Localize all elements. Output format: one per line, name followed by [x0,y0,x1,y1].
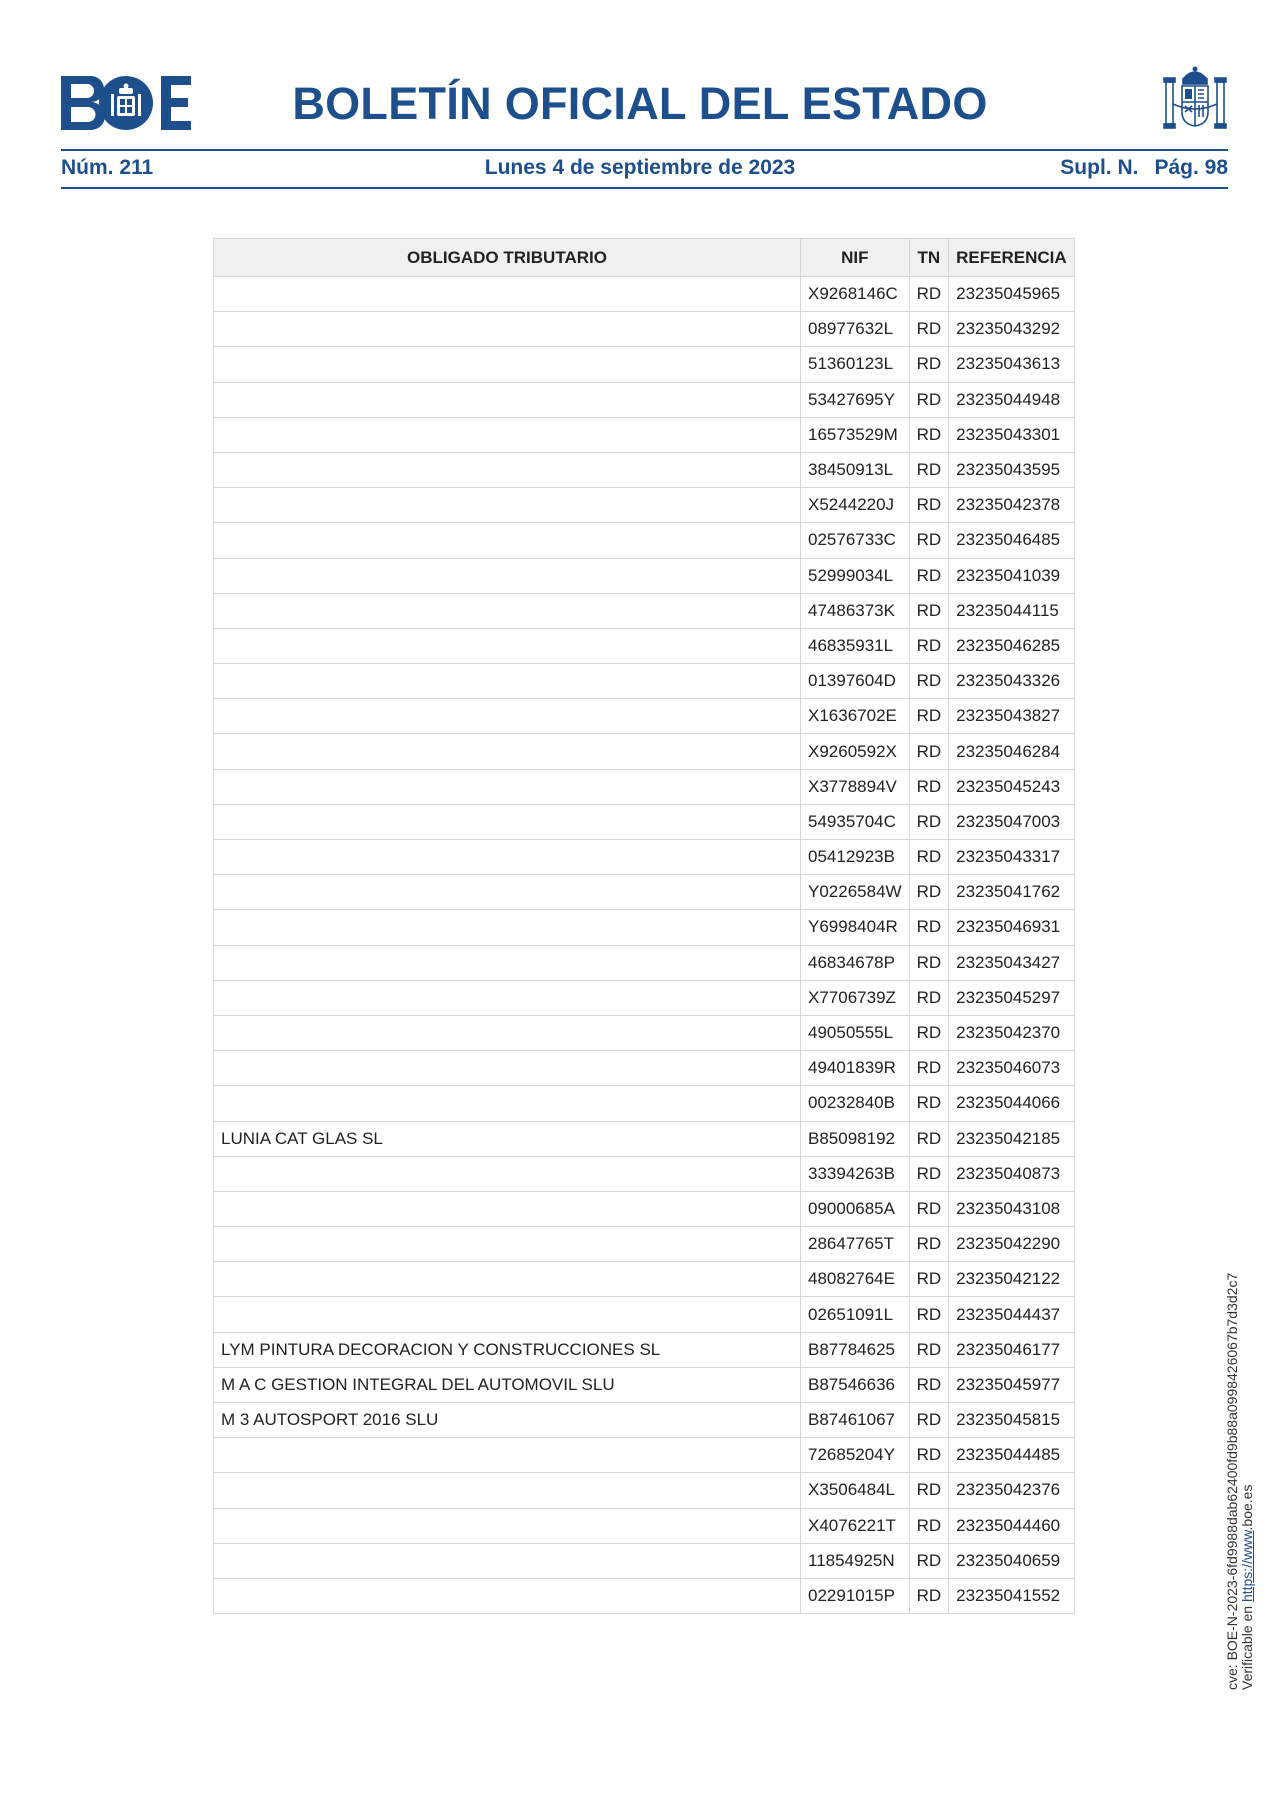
cell-nif: B87784625 [801,1332,910,1367]
cell-tn: RD [909,417,949,452]
cell-nif: 02576733C [801,523,910,558]
cell-nif: 47486373K [801,593,910,628]
verification-sidebar [1225,1240,1253,1690]
table-row [214,699,1075,734]
cell-name [214,664,801,699]
cell-name [214,277,801,312]
cell-nif: 72685204Y [801,1438,910,1473]
cell-nif: B87546636 [801,1367,910,1402]
cell-name [214,910,801,945]
cell-tn: RD [909,1051,949,1086]
cell-name [214,1015,801,1050]
table-row [214,312,1075,347]
cell-tn: RD [909,1191,949,1226]
cell-ref: 23235044948 [949,382,1075,417]
cell-nif: 05412923B [801,840,910,875]
cell-tn: RD [909,277,949,312]
table-row [214,1438,1075,1473]
cell-nif: 52999034L [801,558,910,593]
cell-name [214,1543,801,1578]
cell-tn: RD [909,452,949,487]
cell-name [214,840,801,875]
verification-prefix: Verificable en [1239,1602,1255,1690]
cell-nif: 16573529M [801,417,910,452]
table-row [214,1015,1075,1050]
cell-tn: RD [909,1227,949,1262]
cell-name [214,628,801,663]
table-row [214,1473,1075,1508]
cell-name [214,769,801,804]
page-number: Pág. 98 [1154,156,1228,179]
cell-tn: RD [909,875,949,910]
table-row [214,734,1075,769]
table-row [214,488,1075,523]
cell-nif: 49050555L [801,1015,910,1050]
table-row [214,628,1075,663]
cell-ref: 23235040873 [949,1156,1075,1191]
table-row [214,980,1075,1015]
coat-of-arms-icon [1162,64,1228,136]
cell-name [214,734,801,769]
table-row [214,558,1075,593]
cell-tn: RD [909,523,949,558]
table-row [214,1332,1075,1367]
cell-ref: 23235047003 [949,804,1075,839]
table-row [214,382,1075,417]
cell-nif: 54935704C [801,804,910,839]
cell-tn: RD [909,1367,949,1402]
cell-name [214,593,801,628]
table-row [214,945,1075,980]
cell-ref: 23235043427 [949,945,1075,980]
cell-nif: X7706739Z [801,980,910,1015]
cell-ref: 23235043108 [949,1191,1075,1226]
cell-nif: 08977632L [801,312,910,347]
cell-ref: 23235043595 [949,452,1075,487]
cell-tn: RD [909,347,949,382]
cell-nif: 38450913L [801,452,910,487]
cell-ref: 23235046931 [949,910,1075,945]
column-header-nif: NIF [801,239,910,277]
cell-tn: RD [909,1121,949,1156]
table-row [214,1403,1075,1438]
table-row [214,1508,1075,1543]
cell-name: M A C GESTION INTEGRAL DEL AUTOMOVIL SLU [214,1367,801,1402]
cell-name [214,804,801,839]
table-row [214,347,1075,382]
cell-tn: RD [909,840,949,875]
cell-ref: 23235042185 [949,1121,1075,1156]
cell-nif: 02651091L [801,1297,910,1332]
cell-nif: 48082764E [801,1262,910,1297]
cell-name [214,1156,801,1191]
cell-tn: RD [909,628,949,663]
cell-nif: Y0226584W [801,875,910,910]
cell-ref: 23235044437 [949,1297,1075,1332]
cell-ref: 23235041762 [949,875,1075,910]
cell-nif: 46834678P [801,945,910,980]
cell-ref: 23235046177 [949,1332,1075,1367]
page-title: BOLETÍN OFICIAL DEL ESTADO [292,78,988,129]
cell-name [214,312,801,347]
cell-nif: 28647765T [801,1227,910,1262]
cell-name: LUNIA CAT GLAS SL [214,1121,801,1156]
cell-tn: RD [909,1086,949,1121]
table-row [214,417,1075,452]
cell-nif: 09000685A [801,1191,910,1226]
cell-ref: 23235042376 [949,1473,1075,1508]
cell-ref: 23235044066 [949,1086,1075,1121]
cell-ref: 23235046285 [949,628,1075,663]
table-row [214,593,1075,628]
cell-name [214,1578,801,1613]
cell-ref: 23235042122 [949,1262,1075,1297]
cell-name [214,1227,801,1262]
cell-name [214,523,801,558]
table-row [214,769,1075,804]
table-row [214,1051,1075,1086]
cell-tn: RD [909,382,949,417]
table-row [214,1543,1075,1578]
cell-tn: RD [909,593,949,628]
table-row [214,1121,1075,1156]
cell-tn: RD [909,804,949,839]
cell-nif: 11854925N [801,1543,910,1578]
cell-ref: 23235043292 [949,312,1075,347]
cell-ref: 23235043301 [949,417,1075,452]
cell-tn: RD [909,1473,949,1508]
table-row [214,804,1075,839]
cell-nif: 46835931L [801,628,910,663]
cell-ref: 23235044485 [949,1438,1075,1473]
table-row [214,1227,1075,1262]
cell-ref: 23235046485 [949,523,1075,558]
cell-nif: 01397604D [801,664,910,699]
column-header-ref: REFERENCIA [949,239,1075,277]
cell-ref: 23235042378 [949,488,1075,523]
table-row [214,452,1075,487]
cell-nif: X9268146C [801,277,910,312]
cell-ref: 23235043613 [949,347,1075,382]
cell-name [214,980,801,1015]
cell-tn: RD [909,1578,949,1613]
cell-nif: X3778894V [801,769,910,804]
table-row [214,1156,1075,1191]
cell-nif: X4076221T [801,1508,910,1543]
table-row [214,664,1075,699]
cell-nif: Y6998404R [801,910,910,945]
cell-tn: RD [909,699,949,734]
cell-tn: RD [909,910,949,945]
table-row [214,875,1075,910]
cell-nif: B85098192 [801,1121,910,1156]
cell-name [214,875,801,910]
table-row [214,1262,1075,1297]
table-row [214,277,1075,312]
cell-tn: RD [909,312,949,347]
cell-name [214,558,801,593]
cell-ref: 23235041552 [949,1578,1075,1613]
cell-tn: RD [909,1297,949,1332]
table-row [214,523,1075,558]
cell-ref: 23235045977 [949,1367,1075,1402]
table-row [214,1578,1075,1613]
cell-nif: 53427695Y [801,382,910,417]
cell-name [214,699,801,734]
cell-ref: 23235044460 [949,1508,1075,1543]
table-header-row [214,239,1075,277]
cell-tn: RD [909,945,949,980]
issue-number: Núm. 211 [61,156,154,179]
cell-ref: 23235046284 [949,734,1075,769]
cell-tn: RD [909,1438,949,1473]
cell-tn: RD [909,1403,949,1438]
cell-ref: 23235045815 [949,1403,1075,1438]
cell-name [214,1191,801,1226]
cell-name [214,1297,801,1332]
table-row [214,1297,1075,1332]
cell-tn: RD [909,769,949,804]
cell-name [214,1438,801,1473]
verification-link[interactable]: https://www [1239,1530,1255,1603]
cell-nif: X5244220J [801,488,910,523]
cell-name [214,452,801,487]
table-row [214,1191,1075,1226]
cell-tn: RD [909,980,949,1015]
cell-ref: 23235040659 [949,1543,1075,1578]
cell-nif: 49401839R [801,1051,910,1086]
cell-ref: 23235046073 [949,1051,1075,1086]
cell-ref: 23235042290 [949,1227,1075,1262]
cell-tn: RD [909,1262,949,1297]
cell-nif: 02291015P [801,1578,910,1613]
page-info [1060,156,1228,180]
cell-tn: RD [909,1508,949,1543]
cell-tn: RD [909,664,949,699]
table-row [214,1086,1075,1121]
supplement-label: Supl. N. [1060,156,1139,179]
cve-code: cve: BOE-N-2023-6fd9988dab62400fd9b88a0998426067b7d3d2c7 [1224,1272,1240,1690]
cell-name [214,417,801,452]
column-header-tn: TN [909,239,949,277]
cell-name [214,1051,801,1086]
cell-ref: 23235043827 [949,699,1075,734]
cell-tn: RD [909,558,949,593]
cell-nif: 51360123L [801,347,910,382]
verification-suffix: .boe.es [1239,1484,1255,1531]
cell-name [214,488,801,523]
cell-nif: X1636702E [801,699,910,734]
taxpayer-table [213,238,1075,1614]
cell-nif: X9260592X [801,734,910,769]
cell-name [214,1262,801,1297]
cell-name [214,382,801,417]
cell-ref: 23235045965 [949,277,1075,312]
cell-ref: 23235043317 [949,840,1075,875]
cell-ref: 23235044115 [949,593,1075,628]
cell-tn: RD [909,734,949,769]
cell-nif: 33394263B [801,1156,910,1191]
cell-name [214,1473,801,1508]
cell-name: LYM PINTURA DECORACION Y CONSTRUCCIONES SL [214,1332,801,1367]
header-rule-bottom [61,187,1228,189]
cell-name [214,347,801,382]
cell-nif: 00232840B [801,1086,910,1121]
table-row [214,840,1075,875]
issue-date: Lunes 4 de septiembre de 2023 [484,156,796,179]
cell-ref: 23235043326 [949,664,1075,699]
table-row [214,1367,1075,1402]
cell-tn: RD [909,1015,949,1050]
column-header-name: OBLIGADO TRIBUTARIO [214,239,801,277]
cell-tn: RD [909,1332,949,1367]
table-row [214,910,1075,945]
cell-name [214,1086,801,1121]
cell-nif: B87461067 [801,1403,910,1438]
cell-name [214,945,801,980]
cell-nif: X3506484L [801,1473,910,1508]
header-rule-top [61,149,1228,151]
cell-name [214,1508,801,1543]
cell-tn: RD [909,488,949,523]
cell-tn: RD [909,1543,949,1578]
cell-ref: 23235041039 [949,558,1075,593]
cell-ref: 23235042370 [949,1015,1075,1050]
verification-note [1240,1240,1255,1690]
cell-ref: 23235045243 [949,769,1075,804]
cell-tn: RD [909,1156,949,1191]
cell-name: M 3 AUTOSPORT 2016 SLU [214,1403,801,1438]
cell-ref: 23235045297 [949,980,1075,1015]
